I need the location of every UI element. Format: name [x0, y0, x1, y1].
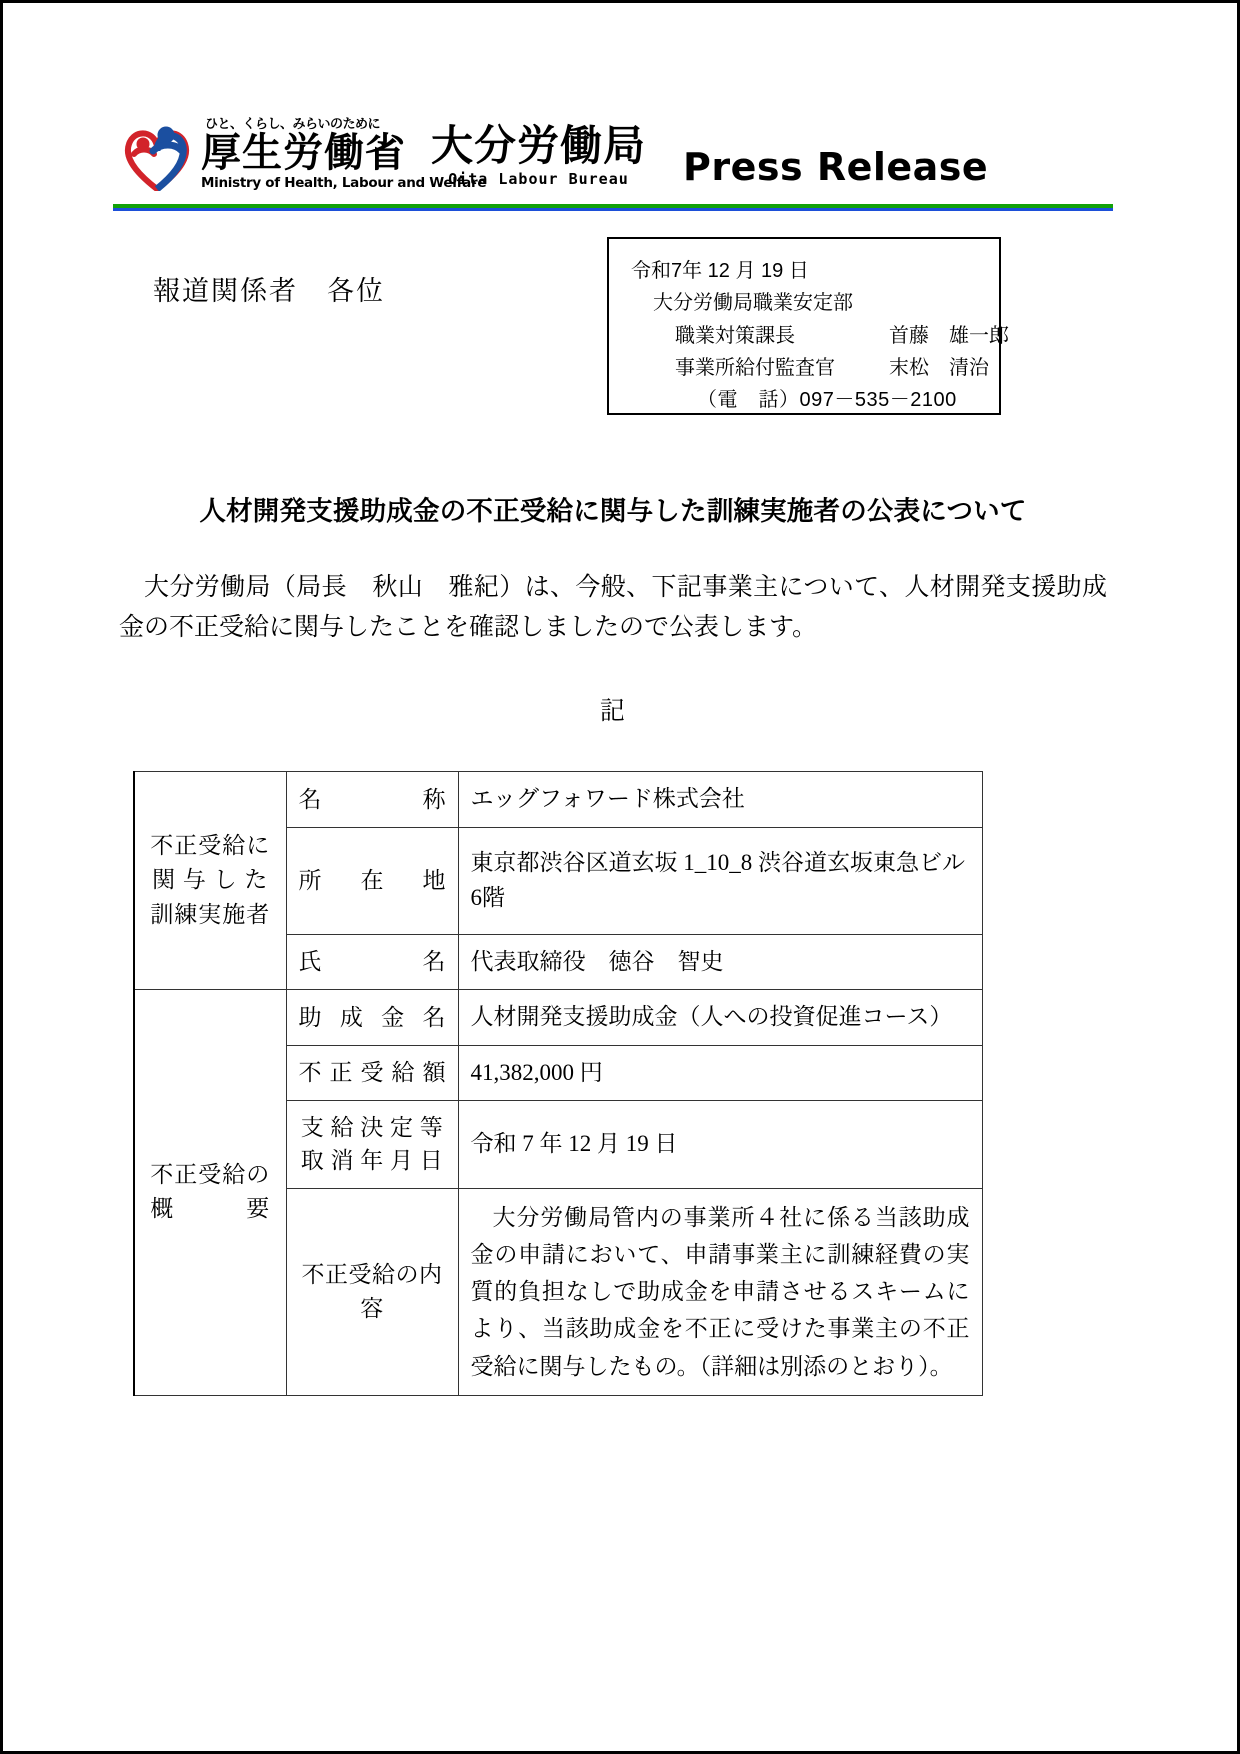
row-value-amount: 41,382,000 円	[458, 1045, 982, 1101]
disclosure-table	[133, 771, 983, 1396]
mhlw-logo-icon	[121, 117, 193, 191]
issuing-department: 大分労働局職業安定部	[653, 292, 853, 315]
section1-label-line3: 訓練実施者	[150, 901, 271, 927]
row-value-address: 東京都渋谷区道玄坂 1_10_8 渋谷道玄坂東急ビル 6階	[458, 827, 982, 934]
row-label-address	[286, 827, 458, 934]
contact-person-1	[675, 320, 1009, 352]
contact-info-box	[607, 237, 1009, 415]
bureau-wordmark	[431, 121, 647, 188]
ministry-name-jp: 厚生労働省	[201, 130, 406, 176]
row-value-content-text: 大分労働局管内の事業所４社に係る当該助成金の申請において、申請事業主に訓練経費の実質的負担なしで助成金を申請させるスキームにより、当該助成金を不正に受けた事業主の不正受給に関与したもの。（詳細は別添のとおり）。	[470, 1204, 970, 1379]
section1-label-line1: 不正受給に	[150, 832, 271, 858]
contact-person-2-name: 末松 清治	[889, 356, 989, 379]
row-label-amount	[286, 1045, 458, 1101]
row-value-person: 代表取締役 徳谷 智史	[458, 934, 982, 990]
document-header	[113, 103, 1113, 213]
contact-telephone: （電 話）097－535－2100	[697, 388, 957, 411]
release-date: 令和7年 12 月 19 日	[631, 260, 809, 282]
section2-label	[134, 990, 286, 1396]
meta-row	[113, 237, 1113, 427]
row-label-subsidy	[286, 990, 458, 1046]
section1-label	[134, 772, 286, 990]
addressee-line: 報道関係者 各位	[153, 276, 385, 306]
contact-person-1-name: 首藤 雄一郎	[889, 324, 1009, 347]
row-label-name	[286, 772, 458, 828]
row-label-cancel-date-line1: 支 給 決 定 等	[300, 1115, 444, 1140]
body-paragraph	[113, 568, 1113, 647]
row-label-person-text: 氏 名	[298, 949, 446, 975]
row-label-subsidy-text: 助 成 金 名	[298, 1004, 446, 1030]
row-label-person	[286, 934, 458, 990]
header-rule-blue	[113, 208, 1113, 211]
row-label-name-text: 名 称	[298, 786, 446, 812]
row-value-subsidy: 人材開発支援助成金（人への投資促進コース）	[458, 990, 982, 1046]
row-value-content	[458, 1188, 982, 1395]
page-title: 人材開発支援助成金の不正受給に関与した訓練実施者の公表について	[199, 496, 1027, 526]
row-label-amount-text: 不 正 受 給 額	[298, 1060, 446, 1086]
press-release-label: Press Release	[683, 145, 989, 189]
page-content	[113, 103, 1113, 1396]
ministry-tagline: ひと、くらし、みらいのために	[205, 117, 381, 132]
row-value-cancel-date: 令和 7 年 12 月 19 日	[458, 1101, 982, 1189]
section2-label-line1: 不正受給の	[150, 1161, 271, 1187]
contact-person-2-role: 事業所給付監査官	[675, 356, 835, 379]
section2-label-line2: 概 要	[150, 1196, 271, 1222]
bureau-name-jp: 大分労働局	[431, 121, 647, 170]
header-rule	[113, 204, 1113, 211]
section1-label-line2: 関 与 し た	[152, 867, 269, 893]
row-label-address-text: 所 在 地	[298, 867, 446, 893]
table-row	[134, 772, 982, 828]
ministry-name-en: Ministry of Health, Labour and Welfare	[201, 175, 487, 191]
row-label-cancel-date-line2: 取 消 年 月 日	[300, 1148, 444, 1174]
table-row	[134, 990, 982, 1046]
ki-marker: 記	[599, 698, 626, 725]
contact-person-1-role: 職業対策課長	[675, 324, 795, 347]
row-label-cancel-date	[286, 1101, 458, 1189]
row-value-name: エッグフォワード株式会社	[458, 772, 982, 828]
contact-person-2	[675, 352, 989, 384]
bureau-name-en: Oita Labour Bureau	[448, 170, 629, 188]
row-label-content: 不正受給の内容	[286, 1188, 458, 1395]
body-paragraph-text: 大分労働局（局長 秋山 雅紀）は、今般、下記事業主について、人材開発支援助成金の不正受給に関与したことを確認しましたので公表します。	[119, 574, 1107, 641]
